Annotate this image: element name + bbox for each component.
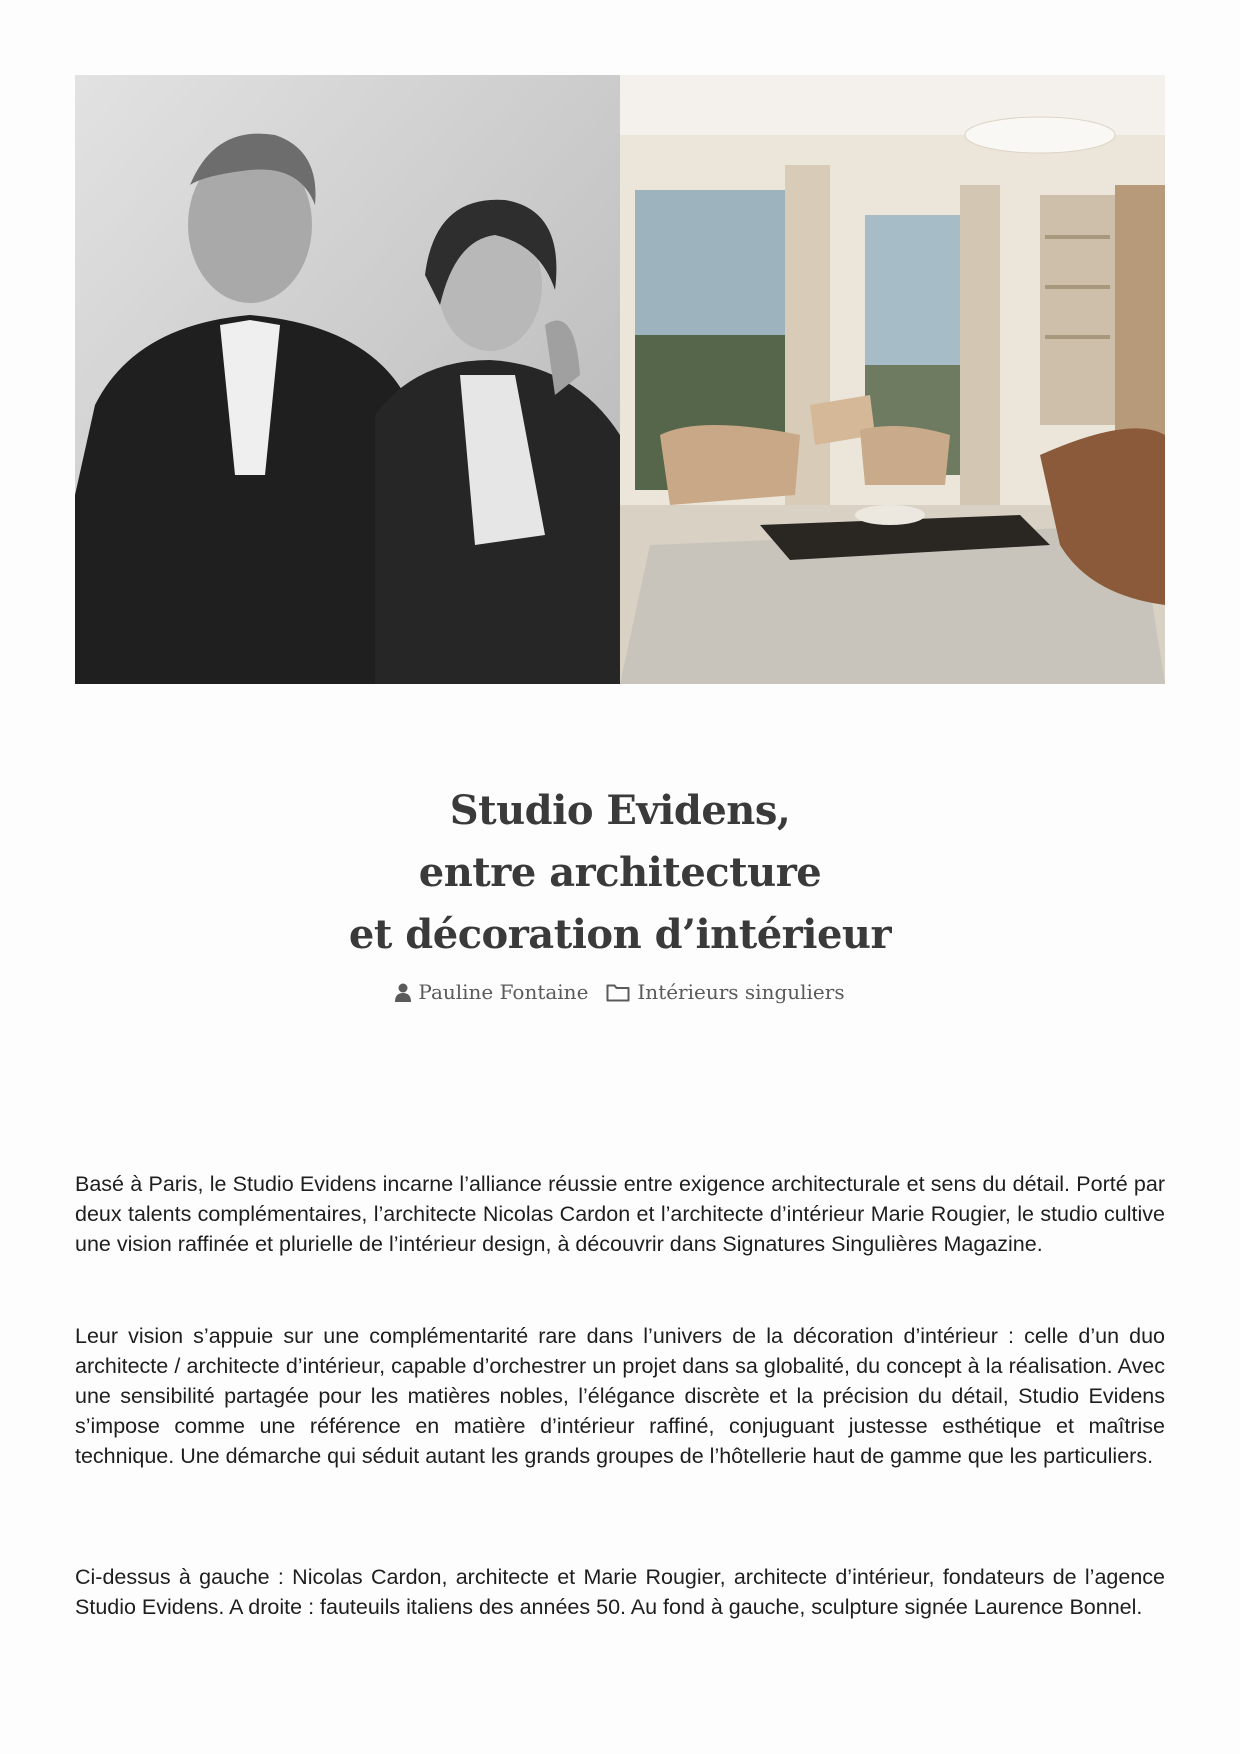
article-meta bbox=[0, 980, 1240, 1004]
photo-caption: Ci-dessus à gauche : Nicolas Cardon, architecte et Marie Rougier, architecte d’intérieur, fondateurs de l’agence Studio Evidens. A droite : fauteuils italiens des années 50. Au fond à gauche, sculpture signée Laurence Bonnel. bbox=[75, 1565, 1165, 1619]
folder-icon bbox=[606, 983, 630, 1002]
title-line: entre architecture bbox=[418, 849, 822, 896]
founders-portrait-photo bbox=[75, 75, 620, 684]
category-name[interactable]: Intérieurs singuliers bbox=[637, 980, 845, 1004]
author-name[interactable]: Pauline Fontaine bbox=[418, 980, 589, 1004]
user-icon bbox=[395, 983, 411, 1002]
living-room-photo bbox=[620, 75, 1165, 684]
title-line: Studio Evidens, bbox=[449, 787, 791, 834]
intro-paragraph: Basé à Paris, le Studio Evidens incarne l’alliance réussie entre exigence architecturale et sens du détail. Porté par deux talents complémentaires, l’architecte Nicolas Cardon et l’architecte d’intérieur Marie Rougier, le studio cultive une vision raffinée et plurielle de l’intérieur design, à découvrir dans Signatures Singulières Magazine. bbox=[75, 1172, 1165, 1256]
hero-images bbox=[75, 75, 1165, 684]
title-line: et décoration d’intérieur bbox=[348, 911, 892, 958]
category-meta[interactable] bbox=[606, 980, 844, 1004]
body-paragraph: Leur vision s’appuie sur une complémentarité rare dans l’univers de la décoration d’intérieur : celle d’un duo architecte / architecte d’intérieur, capable d’orchestrer un projet dans sa globalité, du concept à la réalisation. Avec une sensibilité partagée pour les matières nobles, l’élégance discrète et la précision du détail, Studio Evidens s’impose comme une référence en matière d’intérieur raffiné, conjuguant justesse esthétique et maîtrise technique. Une démarche qui séduit autant les grands groupes de l’hôtellerie haut de gamme que les particuliers. bbox=[75, 1324, 1165, 1468]
author-meta[interactable] bbox=[395, 980, 588, 1004]
article-title bbox=[0, 780, 1240, 966]
